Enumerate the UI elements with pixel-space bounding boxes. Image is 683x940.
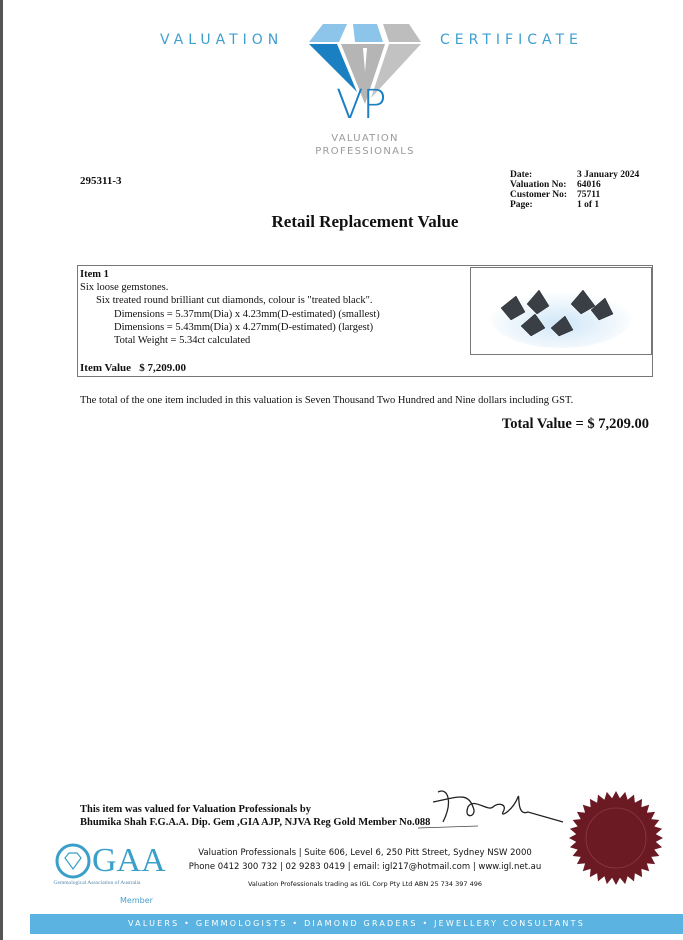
footer-contact: Phone 0412 300 732 | 02 9283 0419 | email: igl217@hotmail.com | www.igl.net.au (188, 862, 542, 872)
logo-vp: VP (336, 82, 386, 128)
meta-block (510, 170, 639, 210)
meta-row (510, 200, 639, 210)
gemstone-photo (470, 267, 652, 355)
total-value: Total Value = $ 7,209.00 (501, 416, 649, 432)
footer-abn: Valuation Professionals trading as IGL Corp Pty Ltd ABN 25 734 397 496 (247, 880, 483, 888)
valuer-line: Bhumika Shah F.G.A.A. Dip. Gem ,GIA AJP, NJVA Reg Gold Member No.088 (80, 817, 431, 828)
gaa-emblem-icon (55, 843, 91, 879)
item-line: Six loose gemstones. (80, 282, 169, 294)
logo-line2: PROFESSIONALS (315, 146, 415, 157)
meta-value: 1 of 1 (577, 200, 600, 210)
meta-value: 64016 (577, 180, 601, 190)
meta-value: 3 January 2024 (577, 170, 640, 180)
black-diamonds-image (471, 268, 651, 354)
item-description (80, 268, 380, 347)
meta-value: 75711 (577, 190, 601, 200)
signature-icon (418, 782, 568, 842)
item-line: Dimensions = 5.37mm(Dia) x 4.23mm(D-estimated) (smallest) (114, 308, 380, 320)
gaa-member: Member (120, 896, 153, 905)
meta-label: Date: (510, 170, 533, 180)
page-edge (0, 0, 3, 940)
document-title: Retail Replacement Value (271, 212, 459, 231)
item-value-label: Item Value (80, 362, 132, 374)
item-line: Total Weight = 5.34ct calculated (114, 335, 251, 347)
meta-row (510, 190, 639, 200)
valuer-line: This item was valued for Valuation Professionals by (80, 804, 311, 815)
meta-label: Customer No: (510, 190, 568, 200)
item-line: Dimensions = 5.43mm(Dia) x 4.27mm(D-estimated) (largest) (114, 321, 374, 333)
item-value-amount: $ 7,209.00 (139, 362, 187, 374)
meta-label: Page: (510, 200, 533, 210)
header-left: VALUATION (160, 32, 284, 48)
header-right: CERTIFICATE (440, 32, 583, 48)
footer-band-text: VALUERS • GEMMOLOGISTS • DIAMOND GRADERS • JEWELLERY CONSULTANTS (128, 919, 585, 928)
meta-row (510, 170, 639, 180)
logo-line1: VALUATION (331, 133, 399, 144)
item-line: Six treated round brilliant cut diamonds, colour is "treated black". (96, 295, 373, 307)
valuer-statement (80, 803, 430, 829)
footer-address: Valuation Professionals | Suite 606, Level 6, 250 Pitt Street, Sydney NSW 2000 (198, 848, 532, 858)
gaa-subtitle: Gemmological Association of Australia (53, 880, 141, 886)
seal-icon (568, 790, 664, 886)
gaa-logo: GAA (92, 842, 166, 879)
reference-number: 295311-3 (80, 175, 122, 187)
meta-label: Valuation No: (510, 180, 567, 190)
total-sentence: The total of the one item included in this valuation is Seven Thousand Two Hundred and Nine dollars including GST. (80, 395, 574, 406)
footer-band (30, 914, 683, 934)
item-heading: Item 1 (80, 269, 109, 280)
meta-row (510, 180, 639, 190)
item-value (80, 362, 186, 374)
